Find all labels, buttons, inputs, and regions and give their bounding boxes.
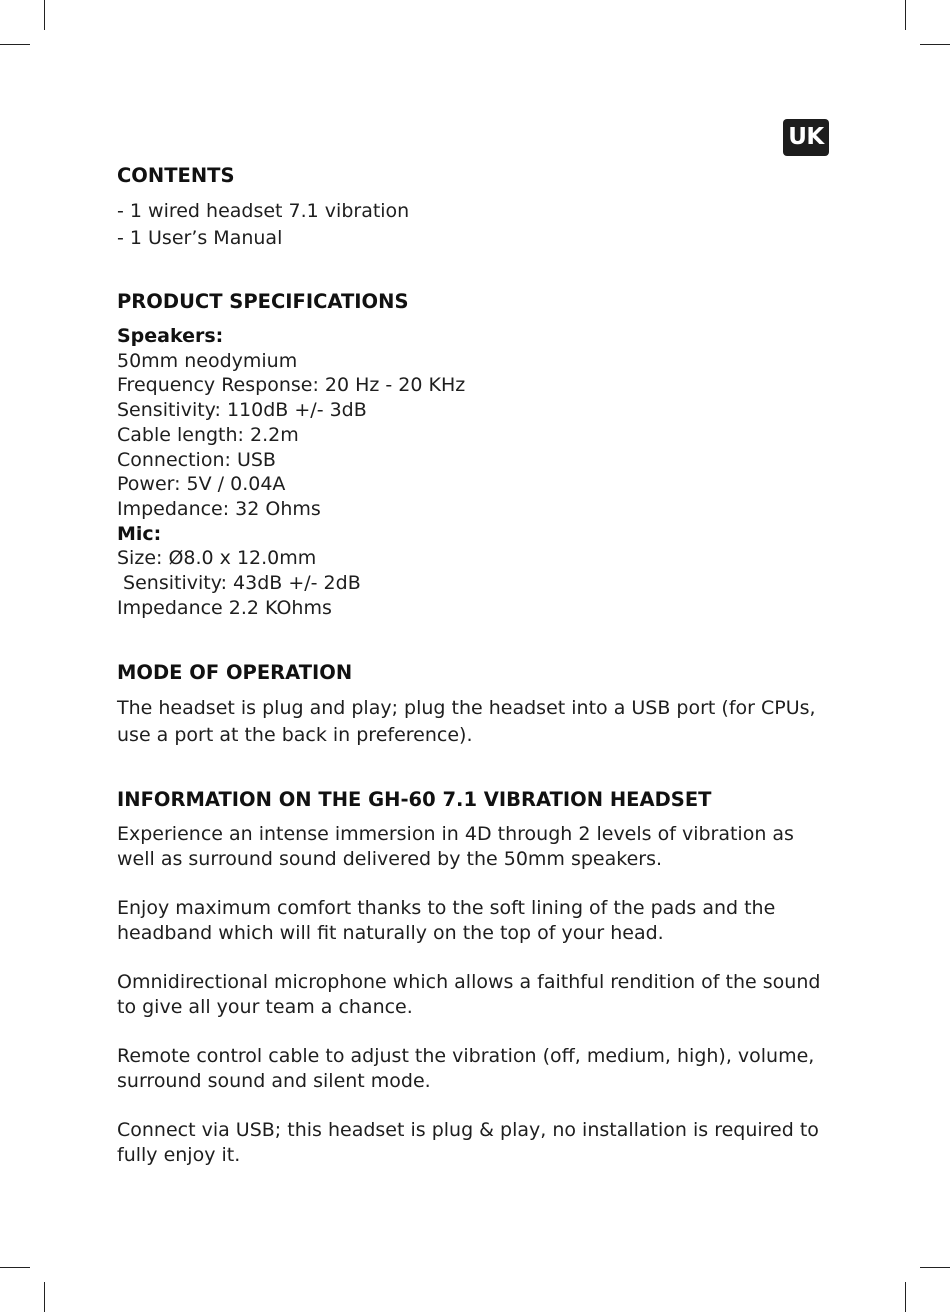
speaker-spec: Sensitivity: 110dB +/- 3dB [117, 399, 367, 422]
info-paragraph: Experience an intense immersion in 4D through 2 levels of vibration as well as surround sound delivered by the 50mm speakers. [117, 823, 794, 871]
crop-mark-top-left-vertical [44, 0, 45, 30]
operation-section [117, 660, 837, 749]
info-paragraph: Enjoy maximum comfort thanks to the soft lining of the pads and the headband which will fit naturally on the top of your head. [117, 897, 776, 945]
speaker-spec: Frequency Response: 20 Hz - 20 KHz [117, 374, 466, 397]
speaker-spec: 50mm neodymium [117, 349, 298, 372]
operation-text: The headset is plug and play; plug the headset into a USB port (for CPUs, use a port at the back in preference). [117, 697, 816, 747]
contents-heading: CONTENTS [117, 164, 235, 187]
crop-mark-bottom-left-horizontal [0, 1267, 30, 1268]
crop-mark-bottom-left-vertical [44, 1282, 45, 1312]
crop-mark-top-left-horizontal [0, 44, 30, 45]
speaker-spec: Cable length: 2.2m [117, 423, 299, 446]
specifications-section [117, 289, 837, 620]
mic-spec: Size: Ø8.0 x 12.0mm [117, 547, 317, 570]
mic-spec: Impedance 2.2 KOhms [117, 596, 332, 619]
operation-heading: MODE OF OPERATION [117, 661, 353, 685]
information-heading: INFORMATION ON THE GH-60 7.1 VIBRATION HEADSET [117, 788, 712, 812]
language-badge: UK [783, 119, 829, 156]
crop-mark-bottom-right-horizontal [920, 1267, 950, 1268]
crop-mark-top-right-horizontal [920, 44, 950, 45]
info-paragraph: Remote control cable to adjust the vibration (off, medium, high), volume, surround sound and silent mode. [117, 1045, 815, 1093]
speaker-spec: Impedance: 32 Ohms [117, 497, 321, 520]
contents-section [117, 163, 837, 251]
crop-mark-bottom-right-vertical [905, 1282, 906, 1312]
speakers-label: Speakers: [117, 325, 224, 347]
speaker-spec: Connection: USB [117, 448, 276, 471]
information-section [117, 787, 837, 1168]
manual-content [117, 163, 837, 1168]
speaker-spec: Power: 5V / 0.04A [117, 473, 286, 496]
contents-item: - 1 User’s Manual [117, 226, 283, 249]
specifications-heading: PRODUCT SPECIFICATIONS [117, 290, 409, 313]
contents-item: - 1 wired headset 7.1 vibration [117, 200, 410, 222]
mic-spec: Sensitivity: 43dB +/- 2dB [117, 572, 361, 595]
mic-label: Mic: [117, 522, 162, 545]
info-paragraph: Omnidirectional microphone which allows a faithful rendition of the sound to give all your team a chance. [117, 971, 821, 1019]
crop-mark-top-right-vertical [905, 0, 906, 30]
info-paragraph: Connect via USB; this headset is plug & play, no installation is required to fully enjoy it. [117, 1119, 819, 1167]
